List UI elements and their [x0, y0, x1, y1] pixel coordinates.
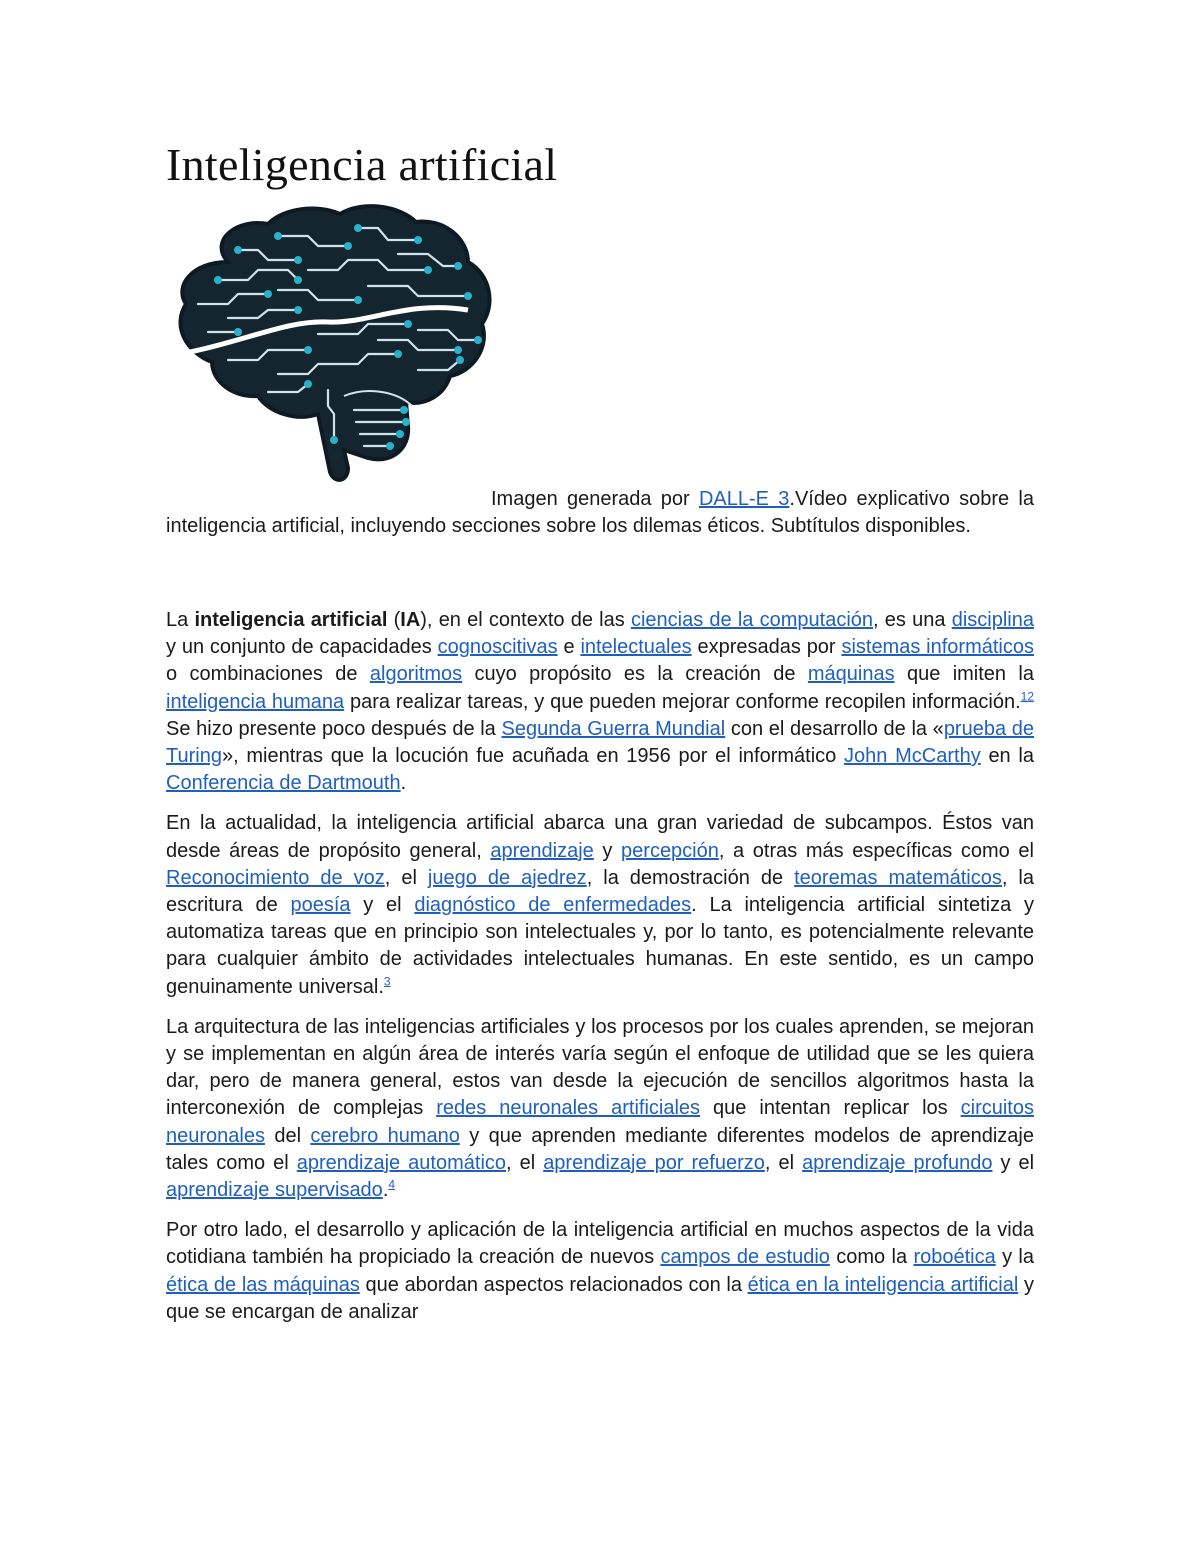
- link-disciplina[interactable]: disciplina: [951, 609, 1034, 631]
- link-maquinas[interactable]: máquinas: [807, 663, 895, 686]
- footnote-ref: [388, 1177, 395, 1191]
- text: y que se encargan de analizar: [166, 1273, 1034, 1323]
- text: e: [557, 636, 581, 659]
- link-reconocimiento-voz[interactable]: Reconocimiento de voz: [166, 866, 385, 889]
- link-roboetica[interactable]: roboética: [913, 1246, 996, 1269]
- paragraph-1: [166, 607, 1034, 797]
- text: La arquitectura de las inteligencias artificiales y los procesos por los cuales aprenden, se mejoran y se implementan en algún área de interés varía según el enfoque de utilidad que se les quiera dar, pero de manera general, estos van desde la ejecución de sencillos algoritmos hasta la interconexión de complejas: [166, 1015, 1034, 1120]
- text: .: [400, 772, 407, 795]
- footnote-link[interactable]: 4: [388, 1177, 396, 1192]
- paragraph-2: [166, 810, 1034, 1000]
- link-john-mccarthy[interactable]: John McCarthy: [844, 745, 981, 768]
- text: ), en el contexto de las: [420, 609, 631, 631]
- link-teoremas-matematicos[interactable]: teoremas matemáticos: [794, 866, 1002, 889]
- link-aprendizaje-supervisado[interactable]: aprendizaje supervisado: [166, 1179, 383, 1202]
- link-etica-inteligencia-artificial[interactable]: ética en la inteligencia artificial: [747, 1273, 1019, 1296]
- text: En la actualidad, la inteligencia artificial abarca una gran variedad de subcampos. Éstos van desde áreas de propósito general,: [166, 812, 1034, 862]
- text: y la: [995, 1246, 1034, 1269]
- text: y el: [992, 1151, 1035, 1174]
- link-juego-ajedrez[interactable]: juego de ajedrez: [427, 866, 587, 889]
- text: Por otro lado, el desarrollo y aplicación de la inteligencia artificial en muchos aspectos de la vida cotidiana también ha propiciado la creación de nuevos: [166, 1219, 1034, 1269]
- text: Se hizo presente poco después de la: [166, 717, 502, 740]
- paragraph-4: [166, 1217, 1034, 1326]
- link-circuitos-neuronales[interactable]: circuitos neuronales: [166, 1097, 1034, 1147]
- link-cognoscitivas[interactable]: cognoscitivas: [437, 636, 558, 659]
- text: , el: [506, 1151, 544, 1174]
- text: , la escritura de: [166, 866, 1034, 917]
- link-algoritmos[interactable]: algoritmos: [369, 663, 463, 686]
- caption-text: Imagen generada por: [491, 488, 699, 510]
- link-aprendizaje-refuerzo[interactable]: aprendizaje por refuerzo: [543, 1151, 765, 1174]
- footnote-link[interactable]: 3: [383, 973, 391, 988]
- text: del: [264, 1124, 311, 1147]
- text: , la demostración de: [586, 866, 795, 889]
- text: .: [382, 1179, 389, 1202]
- text: , a otras más específicas como el: [718, 839, 1034, 862]
- footnote-ref: [1021, 689, 1034, 703]
- caption-text: .Vídeo explicativo sobre la inteligencia artificial, incluyendo secciones sobre los dilemas éticos. Subtítulos disponibles.: [166, 488, 1035, 537]
- text: (: [387, 609, 401, 631]
- link-prueba-turing[interactable]: prueba de Turing: [166, 717, 1035, 768]
- link-aprendizaje-automatico[interactable]: aprendizaje automático: [296, 1151, 507, 1174]
- article-body: [166, 607, 1034, 1339]
- link-segunda-guerra-mundial[interactable]: Segunda Guerra Mundial: [501, 717, 726, 740]
- link-intelectuales[interactable]: intelectuales: [580, 636, 692, 659]
- paragraph-3: [166, 1014, 1034, 1204]
- text: . La inteligencia artificial sintetiza y automatiza tareas que en principio son intelectuales y, por lo tanto, es potencialmente relevante para cualquier ámbito de actividades intelectuales humanas. En este sentido, es un campo genuinamente universal.: [166, 894, 1034, 998]
- text: , el: [384, 866, 428, 889]
- image-caption: [166, 486, 1034, 540]
- text: », mientras que la locución fue acuñada en 1956 por el informático: [221, 745, 845, 768]
- circuit-brain-icon: [168, 200, 498, 486]
- link-redes-neuronales-artificiales[interactable]: redes neuronales artificiales: [436, 1097, 701, 1120]
- text: y un conjunto de capacidades: [166, 636, 438, 659]
- text: cuyo propósito es la creación de: [462, 663, 808, 686]
- text: que imiten la: [894, 663, 1034, 686]
- link-diagnostico-enfermedades[interactable]: diagnóstico de enfermedades: [414, 894, 692, 917]
- link-inteligencia-humana[interactable]: inteligencia humana: [166, 690, 345, 713]
- bold-term: IA: [400, 609, 421, 631]
- text: que abordan aspectos relacionados con la: [359, 1273, 748, 1296]
- link-aprendizaje[interactable]: aprendizaje: [490, 839, 594, 862]
- text: y el: [350, 894, 415, 917]
- text: y: [593, 839, 622, 862]
- link-aprendizaje-profundo[interactable]: aprendizaje profundo: [802, 1151, 993, 1174]
- text: La: [166, 609, 195, 631]
- link-dall-e-3[interactable]: DALL-E 3: [698, 488, 790, 510]
- text: , el: [764, 1151, 803, 1174]
- link-etica-maquinas[interactable]: ética de las máquinas: [166, 1273, 360, 1296]
- text: con el desarrollo de la «: [725, 717, 944, 740]
- text: , es una: [873, 609, 952, 631]
- text: en la: [980, 745, 1034, 768]
- text: expresadas por: [691, 636, 842, 659]
- text: y que aprenden mediante diferentes modelos de aprendizaje tales como el: [166, 1124, 1034, 1174]
- page-title: Inteligencia artificial: [166, 139, 558, 190]
- link-cerebro-humano[interactable]: cerebro humano: [310, 1124, 460, 1147]
- text: que intentan replicar los: [700, 1097, 961, 1120]
- link-ciencias-computacion[interactable]: ciencias de la computación: [630, 609, 874, 631]
- link-sistemas-informaticos[interactable]: sistemas informáticos: [841, 636, 1034, 659]
- link-poesia[interactable]: poesía: [290, 894, 351, 917]
- bold-term: inteligencia artificial: [194, 609, 388, 631]
- link-conferencia-dartmouth[interactable]: Conferencia de Dartmouth: [166, 772, 401, 795]
- text: como la: [829, 1246, 914, 1269]
- text: o combinaciones de: [166, 663, 370, 686]
- footnote-link[interactable]: 12: [1020, 688, 1034, 703]
- footnote-ref: [384, 974, 391, 988]
- text: para realizar tareas, y que pueden mejorar conforme recopilen información.: [344, 690, 1021, 713]
- link-campos-estudio[interactable]: campos de estudio: [660, 1246, 830, 1269]
- link-percepcion[interactable]: percepción: [621, 839, 719, 862]
